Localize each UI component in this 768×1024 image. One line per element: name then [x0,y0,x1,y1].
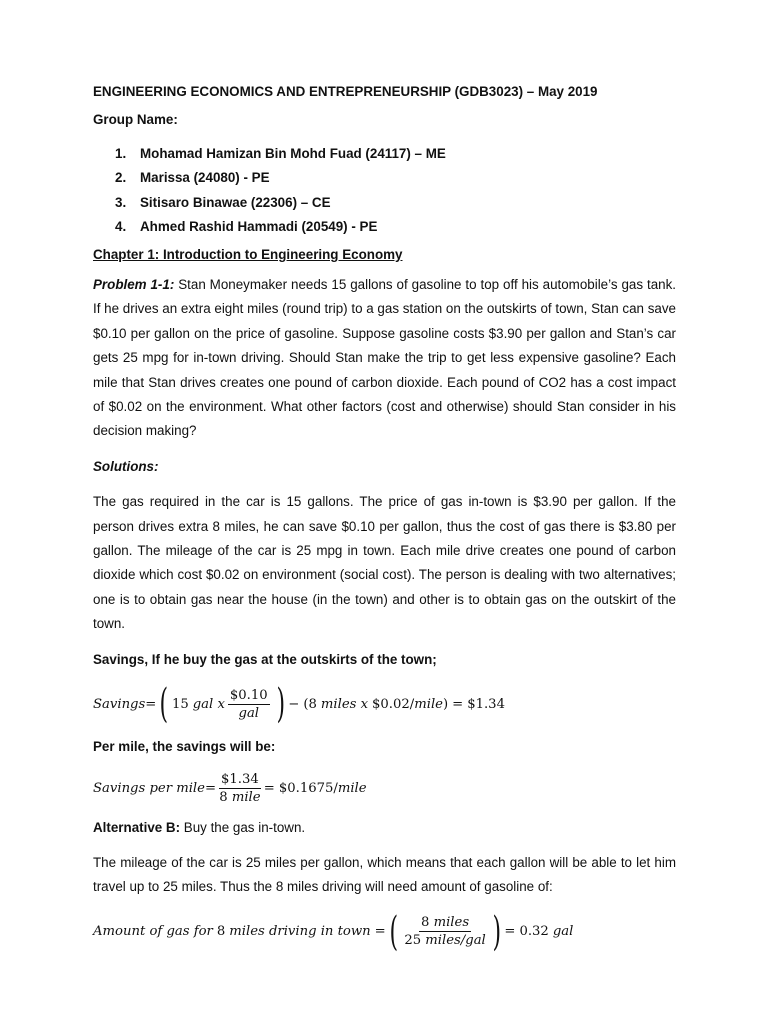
solutions-label: Solutions: [93,458,159,474]
per-mile-lead: Per mile, the savings will be: [93,739,276,755]
list-item: 4. Ahmed Rashid Hammadi (20549) - PE [115,219,378,235]
chapter-heading: Chapter 1: Introduction to Engineering Economy [93,247,403,262]
list-item: 3. Sitisaro Binawae (22306) – CE [115,194,331,210]
mileage-paragraph: The mileage of the car is 25 miles per gallon, which means that each gallon will be able to let him travel up to 25 miles. Thus the 8 miles driving will need amount of gasoline of: [93,854,676,895]
fraction: $\frac{\text{8 miles}}{\text{25 miles/gal}}$ [404,915,486,949]
fraction: $\frac{\$1.34}{\text{8 mile}}$ [219,771,261,805]
fraction: $\frac{\$0.10}{\text{gal}}$ [229,687,268,721]
gas-amount-equation: Amount of gas for 8 miles driving in town = ( $\frac{\text{8 miles}}{\text{25 miles/gal}}$ ) = 0.32 gal [93,908,574,955]
alternative-b: Alternative B: Buy the gas in-town. [93,819,306,835]
document-title: ENGINEERING ECONOMICS AND ENTREPRENEURSHIP (GDB3023) – May 2019 [93,84,598,99]
savings-equation: Savings = ( 15 gal x $\frac{\$0.10}{\text{gal}}$ ) − ( 8 miles x $0.02/ mile ) = $1.34 [93,681,505,728]
list-item: 1. Mohamad Hamizan Bin Mohd Fuad (24117) – ME [115,145,446,161]
group-member-list [93,141,676,239]
problem-paragraph [93,273,676,444]
savings-lead: Savings, If he buy the gas at the outskirts of the town; [93,651,437,667]
list-item: 2. Marissa (24080) - PE [115,170,270,186]
savings-per-mile-equation: Savings per mile = $\frac{\$1.34}{\text{8 mile}}$ = $0.1675/ mile [93,771,367,805]
problem-text: Stan Moneymaker needs 15 gallons of gasoline to top off his automobile’s gas tank. If he drives an extra eight miles (round trip) to a gas station on the outskirts of town, Stan can save $0.10 per gallon on the price of gasoline. Suppose gasoline costs $3.90 per gallon and Stan’s car gets 25 mpg for in-town driving. Should Stan make the trip to get less expensive gasoline? Each mile that Stan drives creates one pound of carbon dioxide. Each pound of CO2 has a cost impact of $0.02 on the environment. What other factors (cost and otherwise) should Stan consider in his decision making? [93,277,677,439]
problem-label: Problem 1-1: [93,277,175,292]
solutions-intro: The gas required in the car is 15 gallons. The price of gas in-town is $3.90 per gallon. If the person drives extra 8 miles, he can save $0.10 per gallon, thus the cost of gas there is $3.80 per gallon. The mileage of the car is 25 mpg in town. Each mile drive creates one pound of carbon dioxide which cost $0.02 on environment (social cost). The person is dealing with two alternatives; one is to obtain gas near the house (in the town) and other is to obtain gas on the outskirt of the town. [93,494,676,632]
group-name-label: Group Name: [93,112,178,127]
document-content [93,84,677,955]
